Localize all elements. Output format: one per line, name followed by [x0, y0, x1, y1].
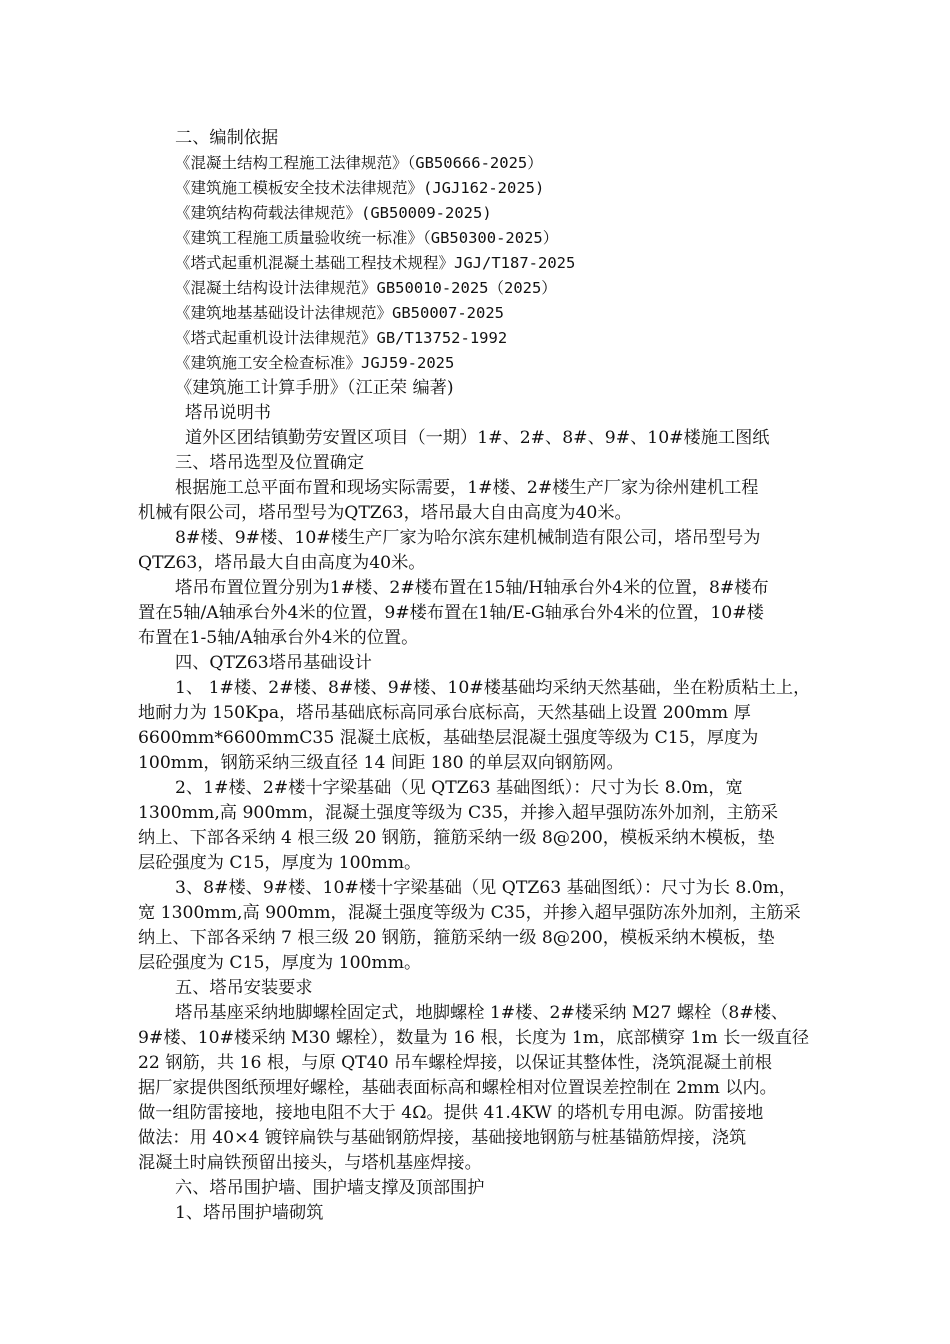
paragraph-line: 纳上、下部各采纳 4 根三级 20 钢筋，箍筋采纳一级 8@200，模板采纳木模板，垫 [138, 828, 775, 848]
paragraph-line: 1、 1#楼、2#楼、8#楼、9#楼、10#楼基础均采纳天然基础，坐在粉质粘土上， [175, 678, 811, 698]
section-heading-foundation: 四、QTZ63塔吊基础设计 [175, 653, 372, 673]
reference-item: 《建筑地基基础设计法律规范》GB50007-2025 [175, 304, 504, 322]
subsection-heading: 1、塔吊围护墙砌筑 [175, 1203, 324, 1223]
paragraph-line: 布置在1-5轴/A轴承台外4米的位置。 [138, 628, 419, 648]
paragraph-line: 层砼强度为 C15，厚度为 100mm。 [138, 953, 422, 973]
section-heading-basis: 二、编制依据 [175, 128, 279, 148]
paragraph-line: 置在5轴/A轴承台外4米的位置，9#楼布置在1轴/E-G轴承台外4米的位置，10#楼 [138, 603, 764, 623]
paragraph-line: 塔吊基座采纳地脚螺栓固定式，地脚螺栓 1#楼、2#楼采纳 M27 螺栓（8#楼、 [175, 1003, 789, 1023]
paragraph-line: 8#楼、9#楼、10#楼生产厂家为哈尔滨东建机械制造有限公司，塔吊型号为 [175, 528, 761, 548]
paragraph-line: 层砼强度为 C15，厚度为 100mm。 [138, 853, 422, 873]
paragraph-line: 6600mm*6600mmC35 混凝土底板，基础垫层混凝土强度等级为 C15，厚度为 [138, 728, 759, 748]
paragraph-line: 9#楼、10#楼采纳 M30 螺栓），数量为 16 根，长度为 1m，底部横穿 1m 长一级直径 [138, 1028, 810, 1048]
paragraph-line: 做一组防雷接地，接地电阻不大于 4Ω。提供 41.4KW 的塔机专用电源。防雷接地 [138, 1103, 764, 1123]
paragraph-line: 据厂家提供图纸预埋好螺栓，基础表面标高和螺栓相对位置误差控制在 2mm 以内。 [138, 1078, 777, 1098]
paragraph-line: 100mm，钢筋采纳三级直径 14 间距 180 的单层双向钢筋网。 [138, 753, 624, 773]
section-heading-enclosure: 六、塔吊围护墙、围护墙支撑及顶部围护 [175, 1178, 485, 1198]
paragraph-line: 22 钢筋，共 16 根，与原 QT40 吊车螺栓焊接，以保证其整体性，浇筑混凝土前根 [138, 1053, 773, 1073]
paragraph-line: 塔吊布置位置分别为1#楼、2#楼布置在15轴/H轴承台外4米的位置，8#楼布 [175, 578, 769, 598]
paragraph-line: 2、1#楼、2#楼十字梁基础（见 QTZ63 基础图纸）：尺寸为长 8.0m，宽 [175, 778, 743, 798]
paragraph-line: 地耐力为 150Kpa，塔吊基础底标高同承台底标高，天然基础上设置 200mm 厚 [138, 703, 751, 723]
paragraph-line: QTZ63，塔吊最大自由高度为40米。 [138, 553, 426, 573]
section-heading-crane-selection: 三、塔吊选型及位置确定 [175, 453, 365, 473]
paragraph-line: 宽 1300mm,高 900mm，混凝土强度等级为 C35，并掺入超早强防冻外加剂，主筋采 [138, 903, 801, 923]
paragraph-line: 做法：用 40×4 镀锌扁铁与基础钢筋焊接，基础接地钢筋与桩基锚筋焊接，浇筑 [138, 1128, 747, 1148]
paragraph-line: 1300mm,高 900mm，混凝土强度等级为 C35，并掺入超早强防冻外加剂，主筋采 [138, 803, 779, 823]
paragraph-line: 纳上、下部各采纳 7 根三级 20 钢筋，箍筋采纳一级 8@200，模板采纳木模板，垫 [138, 928, 775, 948]
paragraph-line: 机械有限公司，塔吊型号为QTZ63，塔吊最大自由高度为40米。 [138, 503, 632, 523]
paragraph-line: 3、8#楼、9#楼、10#楼十字梁基础（见 QTZ63 基础图纸）：尺寸为长 8.0m， [175, 878, 797, 898]
paragraph-line: 根据施工总平面布置和现场实际需要，1#楼、2#楼生产厂家为徐州建机工程 [175, 478, 759, 498]
reference-item: 《建筑工程施工质量验收统一标准》（GB50300-2025） [175, 229, 559, 247]
reference-item: 塔吊说明书 [185, 403, 271, 423]
paragraph-line: 混凝土时扁铁预留出接头，与塔机基座焊接。 [138, 1153, 482, 1173]
reference-item: 《建筑施工安全检查标准》JGJ59-2025 [175, 354, 455, 372]
reference-item: 《建筑施工模板安全技术法律规范》(JGJ162-2025) [175, 179, 545, 197]
reference-item: 道外区团结镇勤劳安置区项目（一期）1#、2#、8#、9#、10#楼施工图纸 [185, 428, 770, 448]
reference-item: 《混凝土结构设计法律规范》GB50010-2025（2025） [175, 279, 557, 297]
section-heading-installation: 五、塔吊安装要求 [175, 978, 313, 998]
reference-item: 《建筑结构荷载法律规范》(GB50009-2025) [175, 204, 492, 222]
reference-item: 《建筑施工计算手册》（江正荣 编著) [175, 378, 454, 398]
reference-item: 《塔式起重机混凝土基础工程技术规程》JGJ/T187-2025 [175, 254, 576, 272]
reference-item: 《塔式起重机设计法律规范》GB/T13752-1992 [175, 329, 508, 347]
reference-item: 《混凝土结构工程施工法律规范》（GB50666-2025） [175, 154, 543, 172]
